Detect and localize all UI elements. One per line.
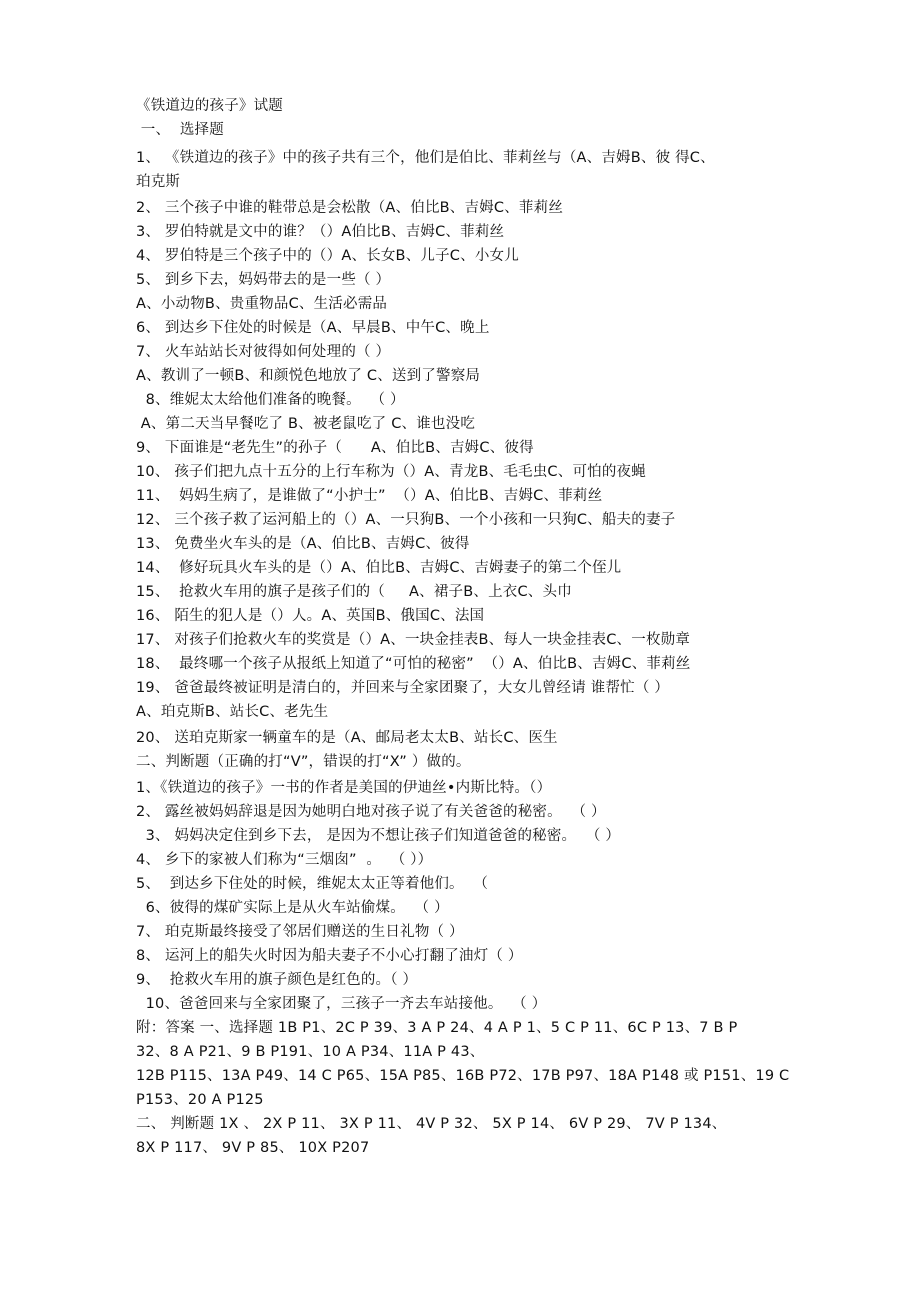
text-line: 9、 下面谁是“老先生”的孙子（ A、伯比B、吉姆C、彼得 xyxy=(136,440,534,456)
text-line: 珀克斯 xyxy=(136,174,181,190)
text-line: 19、 爸爸最终被证明是清白的，并回来与全家团聚了，大女儿曾经请 谁帮忙（ ） xyxy=(136,680,670,696)
answer-line: 12B P115、13A P49、14 C P65、15A P85、16B P72、17B P97、18A P148 或 P151、19 C xyxy=(136,1068,790,1084)
text-line: 14、 修好玩具火车头的是（）A、伯比B、吉姆C、吉姆妻子的第二个侄儿 xyxy=(136,560,622,576)
answer-line: 附：答案 一、选择题 1B P1、2C P 39、3 A P 24、4 A P 1、5 C P 11、6C P 13、7 B P xyxy=(136,1020,738,1036)
text-line: 20、 送珀克斯家一辆童车的是（A、邮局老太太B、站长C、医生 xyxy=(136,730,558,746)
text-line: 7、 珀克斯最终接受了邻居们赠送的生日礼物（ ） xyxy=(136,924,464,940)
text-line: 17、 对孩子们抢救火车的奖赏是（）A、一块金挂表B、每人一块金挂表C、一枚勋章 xyxy=(136,632,691,648)
text-line: A、第二天当早餐吃了 B、被老鼠吃了 C、谁也没吃 xyxy=(136,416,476,432)
text-line: 3、 妈妈决定住到乡下去， 是因为不想让孩子们知道爸爸的秘密。 （ ） xyxy=(136,828,621,844)
text-line: 10、爸爸回来与全家团聚了，三孩子一齐去车站接他。 （ ） xyxy=(136,996,547,1012)
text-line: 3、 罗伯特就是文中的谁？（）A伯比B、吉姆C、菲莉丝 xyxy=(136,224,505,240)
section-heading-judgment: 二、判断题（正确的打“V”，错误的打“X” ）做的。 xyxy=(136,754,471,770)
text-line: 5、 到乡下去，妈妈带去的是一些（ ） xyxy=(136,272,391,288)
answer-line: P153、20 A P125 xyxy=(136,1092,264,1108)
text-line: 13、 免费坐火车头的是（A、伯比B、吉姆C、彼得 xyxy=(136,536,470,552)
answer-line: 8X P 117、 9V P 85、 10X P207 xyxy=(136,1140,370,1156)
text-line: 4、 乡下的家被人们称为“三烟囱” 。 （ ）） xyxy=(136,852,433,868)
text-line: 9、 抢救火车用的旗子颜色是红色的。（ ） xyxy=(136,972,418,988)
text-line: A、教训了一顿B、和颜悦色地放了 C、送到了警察局 xyxy=(136,368,481,384)
document-title: 《铁道边的孩子》试题 xyxy=(136,98,283,114)
text-line: A、珀克斯B、站长C、老先生 xyxy=(136,704,329,720)
text-line: 6、彼得的煤矿实际上是从火车站偷煤。 （ ） xyxy=(136,900,449,916)
text-line: 8、维妮太太给他们准备的晚餐。 （ ） xyxy=(136,392,405,408)
text-line: 2、 露丝被妈妈辞退是因为她明白地对孩子说了有关爸爸的秘密。 （ ） xyxy=(136,804,606,820)
text-line: 12、 三个孩子救了运河船上的（）A、一只狗B、一个小孩和一只狗C、船夫的妻子 xyxy=(136,512,676,528)
text-line: 8、 运河上的船失火时因为船夫妻子不小心打翻了油灯（ ） xyxy=(136,948,523,964)
text-line: 6、 到达乡下住处的时候是（A、早晨B、中午C、晚上 xyxy=(136,320,490,336)
section-heading-choice: 一、 选择题 xyxy=(136,122,224,138)
text-line: 10、 孩子们把九点十五分的上行车称为（）A、青龙B、毛毛虫C、可怕的夜蝇 xyxy=(136,464,646,480)
text-line: 16、 陌生的犯人是（）人。A、英国B、俄国C、法国 xyxy=(136,608,485,624)
text-line: 7、 火车站站长对彼得如何处理的（ ） xyxy=(136,344,391,360)
text-line: A、小动物B、贵重物品C、生活必需品 xyxy=(136,296,388,312)
text-line: 1、《铁道边的孩子》一书的作者是美国的伊迪丝•内斯比特。（） xyxy=(136,780,552,796)
text-line: 11、 妈妈生病了，是谁做了“小护士” （）A、伯比B、吉姆C、菲莉丝 xyxy=(136,488,603,504)
text-line: 15、 抢救火车用的旗子是孩子们的（ A、裙子B、上衣C、头巾 xyxy=(136,584,572,600)
text-line: 1、 《铁道边的孩子》中的孩子共有三个，他们是伯比、菲莉丝与（A、吉姆B、彼 得C、 xyxy=(136,150,715,166)
text-line: 5、 到达乡下住处的时候，维妮太太正等着他们。 （ xyxy=(136,876,489,892)
text-line: 18、 最终哪一个孩子从报纸上知道了“可怕的秘密” （）A、伯比B、吉姆C、菲莉丝 xyxy=(136,656,691,672)
answer-line: 32、8 A P21、9 B P191、10 A P34、11A P 43、 xyxy=(136,1044,485,1060)
text-line: 2、 三个孩子中谁的鞋带总是会松散（A、伯比B、吉姆C、菲莉丝 xyxy=(136,200,564,216)
text-line: 4、 罗伯特是三个孩子中的（）A、长女B、儿子C、小女儿 xyxy=(136,248,519,264)
answer-line: 二、 判断题 1X 、 2X P 11、 3X P 11、 4V P 32、 5X P 14、 6V P 29、 7V P 134、 xyxy=(136,1116,727,1132)
